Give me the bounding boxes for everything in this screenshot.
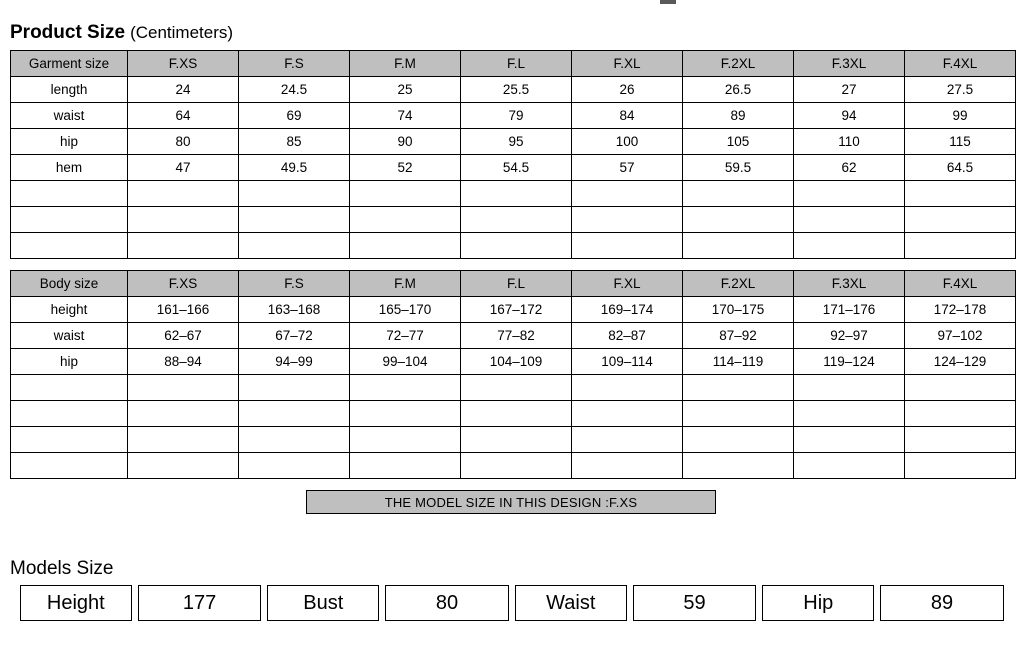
table-cell: 99 [905, 103, 1016, 129]
table-cell [794, 181, 905, 207]
table-cell: 69 [239, 103, 350, 129]
models-label-bust: Bust [267, 585, 379, 621]
table-cell: 82–87 [572, 323, 683, 349]
table-cell [239, 401, 350, 427]
table-cell: 94–99 [239, 349, 350, 375]
table-cell [683, 453, 794, 479]
table-cell [905, 375, 1016, 401]
table-cell [461, 375, 572, 401]
table-cell: 99–104 [350, 349, 461, 375]
models-size-table [14, 585, 1010, 621]
table-cell [683, 427, 794, 453]
table-header-cell: F.XL [572, 271, 683, 297]
table-cell: 105 [683, 129, 794, 155]
table-cell [683, 401, 794, 427]
table-cell: 64 [128, 103, 239, 129]
row-label [11, 181, 128, 207]
table-cell: 161–166 [128, 297, 239, 323]
table-cell: 26 [572, 77, 683, 103]
models-value-waist: 59 [633, 585, 757, 621]
table-header-cell: F.4XL [905, 51, 1016, 77]
table-cell: 104–109 [461, 349, 572, 375]
table-row [11, 181, 1016, 207]
table-cell [128, 427, 239, 453]
table-cell [905, 453, 1016, 479]
table-row [11, 401, 1016, 427]
table-cell: 52 [350, 155, 461, 181]
table-row [11, 323, 1016, 349]
table-cell [350, 401, 461, 427]
table-cell [683, 207, 794, 233]
table-cell: 49.5 [239, 155, 350, 181]
table-row [11, 77, 1016, 103]
table-cell: 167–172 [461, 297, 572, 323]
table-cell [350, 233, 461, 259]
table-cell: 88–94 [128, 349, 239, 375]
table-cell: 25.5 [461, 77, 572, 103]
table-cell: 124–129 [905, 349, 1016, 375]
models-label-height: Height [20, 585, 132, 621]
body-size-table [10, 270, 1016, 479]
row-label [11, 401, 128, 427]
table-row [11, 129, 1016, 155]
row-label: height [11, 297, 128, 323]
table-cell: 25 [350, 77, 461, 103]
table-cell [794, 233, 905, 259]
table-cell [239, 207, 350, 233]
table-row [20, 585, 1004, 621]
table-cell: 85 [239, 129, 350, 155]
models-label-hip: Hip [762, 585, 874, 621]
table-cell [905, 181, 1016, 207]
table-cell: 110 [794, 129, 905, 155]
row-label: waist [11, 323, 128, 349]
table-cell: 95 [461, 129, 572, 155]
table-cell: 84 [572, 103, 683, 129]
page-title [10, 22, 233, 44]
table-cell [128, 401, 239, 427]
table-header-row [11, 271, 1016, 297]
models-label-waist: Waist [515, 585, 627, 621]
table-cell [350, 375, 461, 401]
table-cell: 115 [905, 129, 1016, 155]
table-cell [572, 427, 683, 453]
table-cell: 109–114 [572, 349, 683, 375]
table-header-row [11, 51, 1016, 77]
table-cell [905, 427, 1016, 453]
table-cell [461, 181, 572, 207]
table-cell [572, 207, 683, 233]
top-edge-artifact [660, 0, 676, 4]
table-cell [128, 233, 239, 259]
table-row [11, 297, 1016, 323]
table-cell: 64.5 [905, 155, 1016, 181]
table-cell: 94 [794, 103, 905, 129]
table-cell [461, 453, 572, 479]
table-cell [683, 233, 794, 259]
table-row [11, 103, 1016, 129]
table-header-cell: F.M [350, 271, 461, 297]
row-label: hem [11, 155, 128, 181]
page-title-main: Product Size [10, 22, 126, 43]
table-cell [239, 181, 350, 207]
table-row [11, 233, 1016, 259]
table-header-cell: F.S [239, 271, 350, 297]
table-header-cell: F.3XL [794, 271, 905, 297]
table-row [11, 349, 1016, 375]
table-cell: 54.5 [461, 155, 572, 181]
table-cell: 92–97 [794, 323, 905, 349]
table-cell: 87–92 [683, 323, 794, 349]
row-label: length [11, 77, 128, 103]
table-cell [905, 401, 1016, 427]
table-cell [572, 453, 683, 479]
table-cell: 24.5 [239, 77, 350, 103]
table-header-cell: F.XS [128, 51, 239, 77]
garment-size-table [10, 50, 1016, 259]
table-header-cell: F.XS [128, 271, 239, 297]
table-cell [350, 181, 461, 207]
table-cell: 62 [794, 155, 905, 181]
row-label [11, 453, 128, 479]
table-cell: 79 [461, 103, 572, 129]
table-cell [128, 207, 239, 233]
table-cell [572, 233, 683, 259]
table-cell: 170–175 [683, 297, 794, 323]
table-cell: 171–176 [794, 297, 905, 323]
table-cell [128, 453, 239, 479]
table-row [11, 155, 1016, 181]
table-cell: 24 [128, 77, 239, 103]
table-header-cell: F.M [350, 51, 461, 77]
table-cell [350, 427, 461, 453]
page-title-units: (Centimeters) [130, 23, 234, 42]
table-row [11, 427, 1016, 453]
table-header-cell: Body size [11, 271, 128, 297]
table-cell [572, 375, 683, 401]
table-row [11, 207, 1016, 233]
table-cell: 119–124 [794, 349, 905, 375]
table-cell: 90 [350, 129, 461, 155]
table-cell: 169–174 [572, 297, 683, 323]
table-cell: 74 [350, 103, 461, 129]
models-value-bust: 80 [385, 585, 509, 621]
row-label: hip [11, 349, 128, 375]
table-cell: 62–67 [128, 323, 239, 349]
table-cell [794, 427, 905, 453]
table-header-cell: F.L [461, 51, 572, 77]
table-cell: 57 [572, 155, 683, 181]
table-cell: 80 [128, 129, 239, 155]
table-cell: 172–178 [905, 297, 1016, 323]
table-cell [683, 375, 794, 401]
table-cell: 163–168 [239, 297, 350, 323]
table-cell [461, 401, 572, 427]
model-size-banner: THE MODEL SIZE IN THIS DESIGN :F.XS [306, 490, 716, 514]
table-cell [239, 233, 350, 259]
models-value-hip: 89 [880, 585, 1004, 621]
table-cell: 59.5 [683, 155, 794, 181]
table-cell [128, 181, 239, 207]
table-cell [128, 375, 239, 401]
row-label: hip [11, 129, 128, 155]
table-cell [794, 375, 905, 401]
table-cell [794, 401, 905, 427]
table-cell: 165–170 [350, 297, 461, 323]
table-cell [905, 207, 1016, 233]
table-header-cell: F.L [461, 271, 572, 297]
row-label [11, 233, 128, 259]
table-cell: 72–77 [350, 323, 461, 349]
table-row [11, 453, 1016, 479]
row-label [11, 375, 128, 401]
table-cell: 89 [683, 103, 794, 129]
table-header-cell: F.3XL [794, 51, 905, 77]
row-label: waist [11, 103, 128, 129]
table-cell: 27 [794, 77, 905, 103]
table-header-cell: F.4XL [905, 271, 1016, 297]
table-cell [239, 453, 350, 479]
models-value-height: 177 [138, 585, 262, 621]
table-cell: 27.5 [905, 77, 1016, 103]
table-cell: 67–72 [239, 323, 350, 349]
table-cell: 47 [128, 155, 239, 181]
table-cell [572, 401, 683, 427]
table-cell: 97–102 [905, 323, 1016, 349]
table-cell [683, 181, 794, 207]
table-cell [461, 427, 572, 453]
table-header-cell: F.XL [572, 51, 683, 77]
table-cell: 114–119 [683, 349, 794, 375]
table-cell [461, 207, 572, 233]
table-header-cell: F.S [239, 51, 350, 77]
table-cell: 100 [572, 129, 683, 155]
table-row [11, 375, 1016, 401]
row-label [11, 427, 128, 453]
table-cell [350, 453, 461, 479]
table-header-cell: F.2XL [683, 51, 794, 77]
table-cell: 26.5 [683, 77, 794, 103]
table-cell: 77–82 [461, 323, 572, 349]
table-cell [239, 427, 350, 453]
models-size-title: Models Size [10, 558, 114, 579]
table-header-cell: F.2XL [683, 271, 794, 297]
table-header-cell: Garment size [11, 51, 128, 77]
table-cell [794, 207, 905, 233]
table-cell [350, 207, 461, 233]
table-cell [905, 233, 1016, 259]
row-label [11, 207, 128, 233]
table-cell [794, 453, 905, 479]
table-cell [239, 375, 350, 401]
table-cell [572, 181, 683, 207]
table-cell [461, 233, 572, 259]
